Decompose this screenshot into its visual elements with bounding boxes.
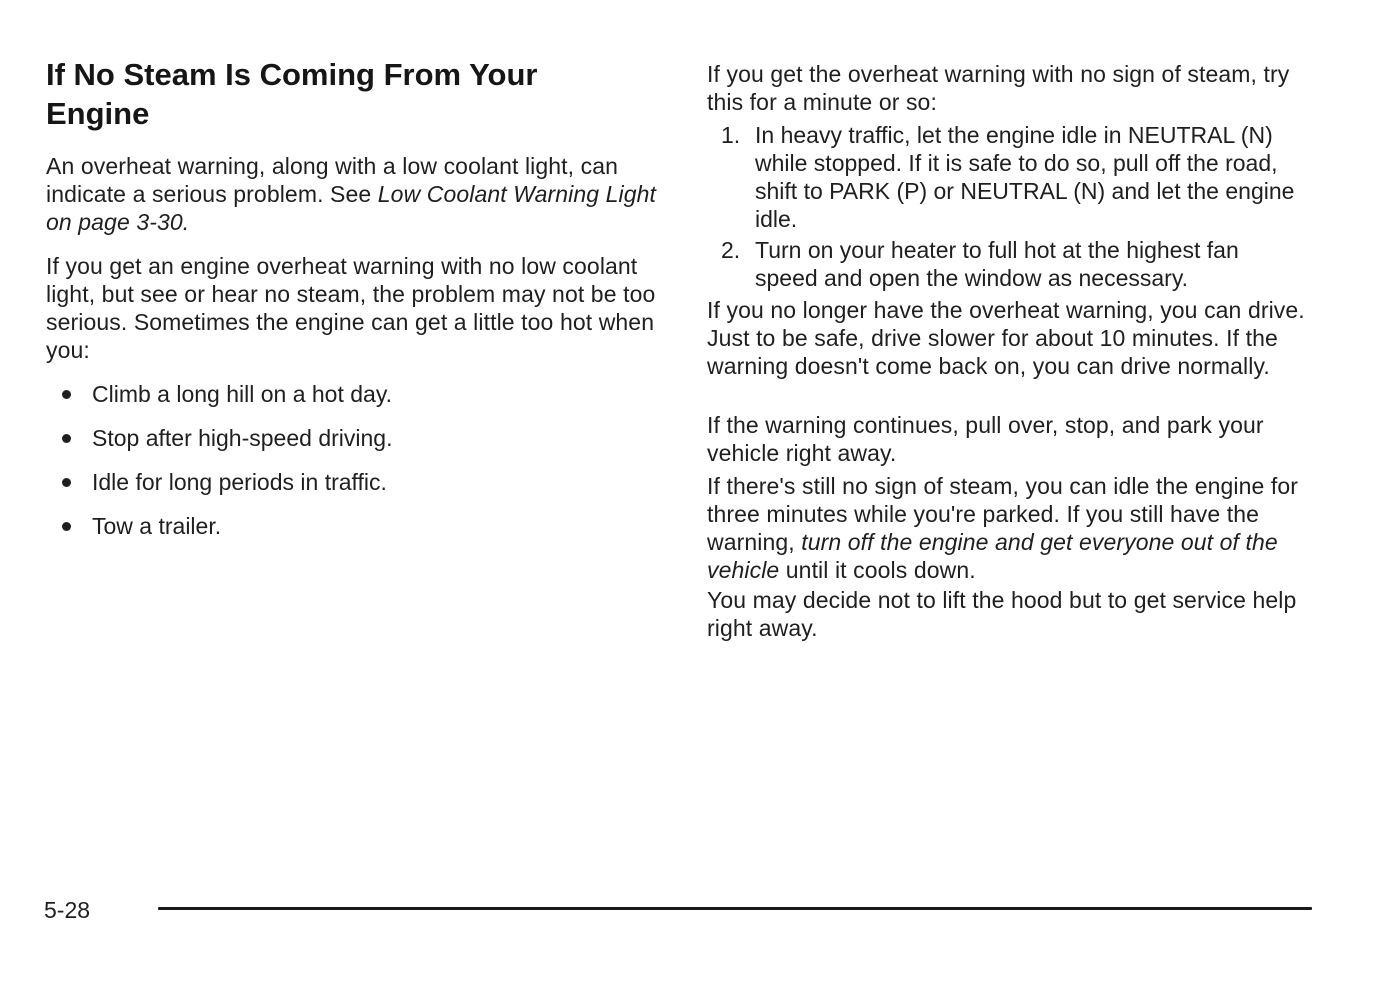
low-coolant-reference: Low Coolant Warning Light on page 3-30. — [46, 181, 657, 235]
overheat-no-steam-paragraph: If you get an engine overheat warning with no low coolant light, but see or hear no steam, the problem may not be too serious. Sometimes the engine can get a little too hot when you: — [46, 253, 656, 363]
step-number: 1. — [721, 122, 741, 148]
coolant-warning-paragraph — [46, 152, 658, 236]
no-steam-intro-paragraph: If you get the overheat warning with no sign of steam, try this for a minute or so: — [707, 61, 1290, 115]
bullet-icon — [62, 478, 71, 487]
list-item-text: Tow a trailer. — [92, 513, 222, 539]
idle-engine-tail: until it cools down. — [779, 557, 976, 583]
bullet-icon — [62, 390, 71, 399]
list-item-text: Idle for long periods in traffic. — [92, 469, 387, 495]
no-longer-overheat-paragraph: If you no longer have the overheat warning, you can drive. Just to be safe, drive slower for about 10 minutes. If the warning doesn't come back on, you can drive normally. — [707, 297, 1305, 379]
list-item-text: Stop after high-speed driving. — [92, 425, 393, 451]
step-text: In heavy traffic, let the engine idle in NEUTRAL (N) while stopped. If it is safe to do so, pull off the road, shift to PARK (P) or NEUTRAL (N) and let the engine idle. — [755, 122, 1295, 232]
service-help-paragraph: You may decide not to lift the hood but to get service help right away. — [707, 587, 1297, 641]
bullet-icon — [62, 522, 71, 531]
warning-continues-paragraph: If the warning continues, pull over, stop, and park your vehicle right away. — [707, 412, 1264, 466]
list-item-text: Climb a long hill on a hot day. — [92, 381, 393, 407]
coolant-warning-text: An overheat warning, along with a low coolant light, can indicate a serious problem. See — [46, 153, 618, 207]
step-number: 2. — [721, 237, 741, 263]
step-text: Turn on your heater to full hot at the highest fan speed and open the window as necessary. — [755, 237, 1239, 291]
turn-off-engine-emphasis: turn off the engine and get everyone out of the vehicle — [707, 529, 1278, 583]
page-number: 5-28 — [44, 897, 91, 923]
section-heading: If No Steam Is Coming From Your Engine — [46, 57, 538, 131]
bullet-icon — [62, 434, 71, 443]
idle-engine-paragraph — [707, 472, 1307, 584]
idle-engine-text: If there's still no sign of steam, you can idle the engine for three minutes while you're parked. If you still have the warning, — [707, 473, 1299, 555]
footer-divider — [158, 907, 1312, 910]
